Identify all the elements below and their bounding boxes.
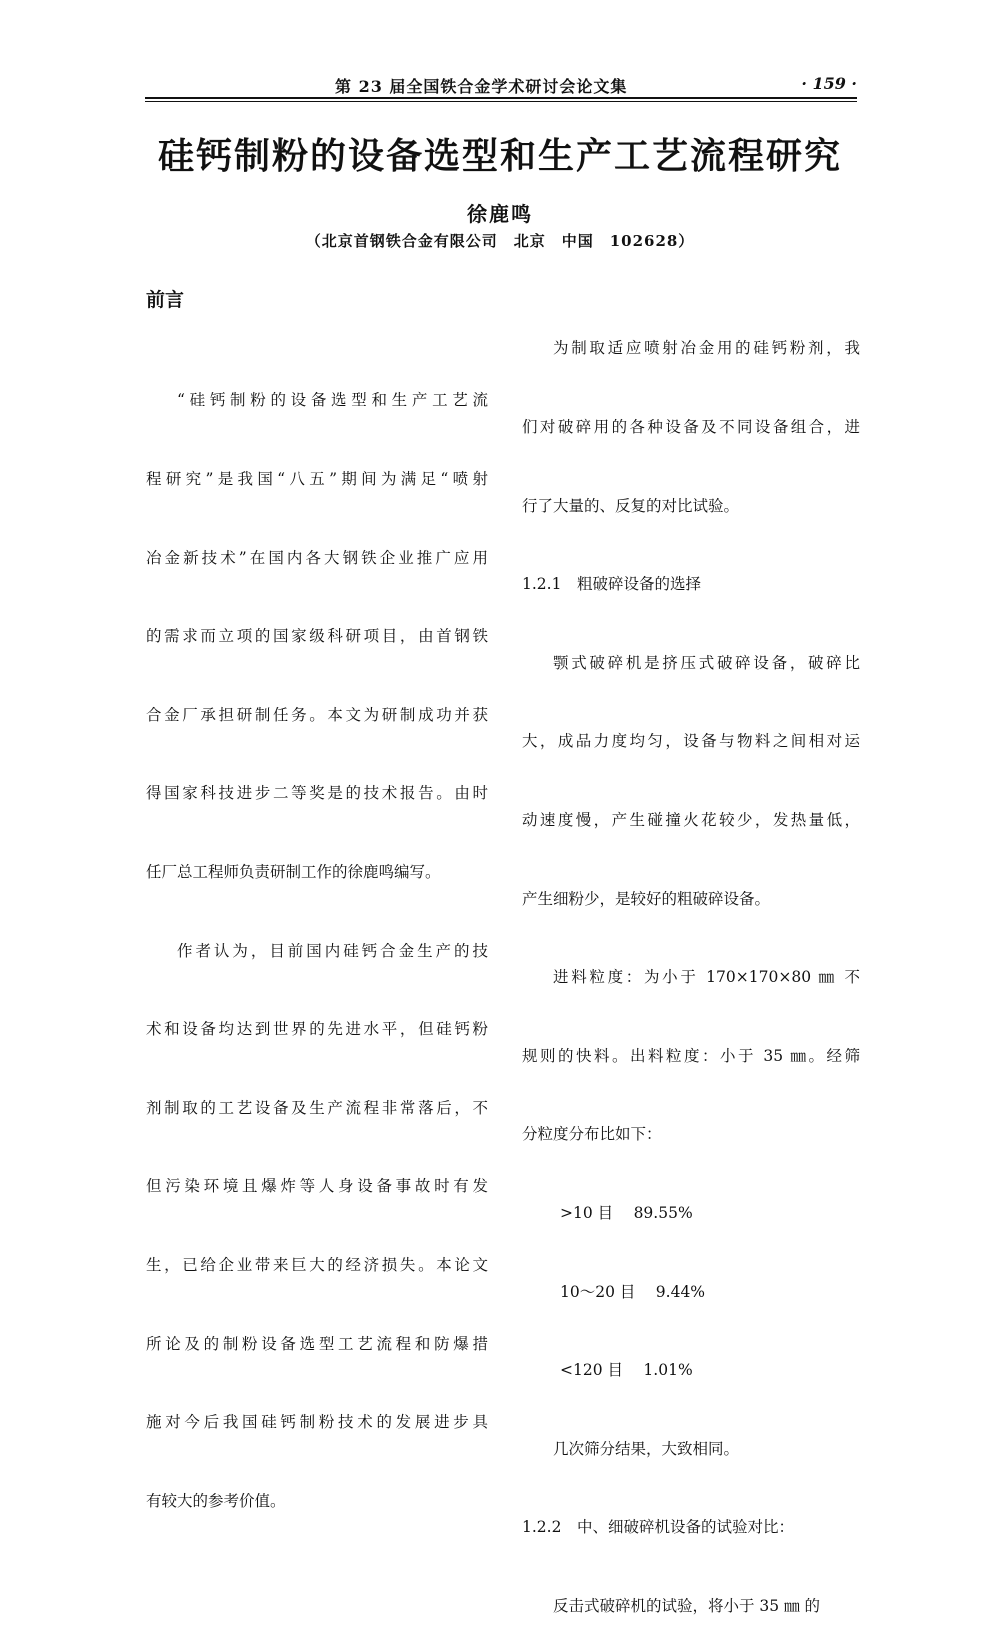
paragraph-line: “硅钙制粉的设备选型和生产工艺流 xyxy=(177,391,488,410)
running-header xyxy=(145,74,857,96)
header-rule-thin xyxy=(145,101,857,102)
paragraph-line: 分粒度分布比如下： xyxy=(522,1125,662,1144)
paragraph-line: 动速度慢，产生碰撞火花较少，发热量低， xyxy=(522,810,860,829)
paragraph-line: 的需求而立项的国家级科研项目，由首钢铁 xyxy=(146,627,488,646)
paragraph-line: 但污染环境且爆炸等人身设备事故时有发 xyxy=(146,1177,488,1196)
paragraph-line: 产生细粉少，是较好的粗破碎设备。 xyxy=(522,889,771,908)
paragraph-line: 颚式破碎机是挤压式破碎设备，破碎比 xyxy=(553,653,860,672)
paragraph-line: 任厂总工程师负责研制工作的徐鹿鸣编写。 xyxy=(146,862,441,881)
header-rule-thick xyxy=(145,97,857,99)
paragraph-line: 反击式破碎机的试验，将小于 35 ㎜ 的 xyxy=(553,1596,821,1615)
paragraph-line: 剂制取的工艺设备及生产流程非常落后，不 xyxy=(146,1098,488,1117)
paragraph-line: 们对破碎用的各种设备及不同设备组合，进 xyxy=(522,418,860,436)
paragraph-line: 术和设备均达到世界的先进水平，但硅钙粉 xyxy=(146,1020,488,1039)
paper-title: 硅钙制粉的设备选型和生产工艺流程研究 xyxy=(157,136,842,177)
paragraph-line: 几次筛分结果，大致相同。 xyxy=(553,1439,740,1458)
journal-title: 第 23 届全国铁合金学术研讨会论文集 xyxy=(335,77,628,96)
paragraph-line: 作者认为，目前国内硅钙合金生产的技 xyxy=(177,941,488,960)
right-column xyxy=(522,283,860,1645)
author-name: 徐鹿鸣 xyxy=(467,202,533,226)
paragraph-line: 合金厂承担研制任务。本文为研制成功并获 xyxy=(146,705,488,724)
subsection-heading: 1.2.1 粗破碎设备的选择 xyxy=(522,575,701,594)
paragraph-line: 生，已给企业带来巨大的经济损失。本论文 xyxy=(146,1255,488,1274)
paragraph-line: 大，成品力度均匀，设备与物料之间相对运 xyxy=(522,732,860,751)
sieve-result-line: <120 目 1.01% xyxy=(560,1361,693,1380)
paragraph-line: 为制取适应喷射冶金用的硅钙粉剂，我 xyxy=(553,339,860,358)
author-affiliation: （北京首钢铁合金有限公司 北京 中国 102628） xyxy=(305,232,695,250)
paragraph-line: 有较大的参考价值。 xyxy=(146,1491,286,1510)
subsection-heading: 1.2.2 中、细破碎机设备的试验对比： xyxy=(522,1518,794,1537)
sieve-result-line: 10～20 目 9.44% xyxy=(560,1282,706,1301)
paragraph-line: 冶金新技术”在国内各大钢铁企业推广应用 xyxy=(146,548,488,567)
paragraph-line: 规则的快料。出料粒度：小于 35 ㎜。经筛 xyxy=(522,1046,860,1065)
paragraph-line: 程研究”是我国“八五”期间为满足“喷射 xyxy=(146,470,488,488)
paragraph-line: 所论及的制粉设备选型工艺流程和防爆措 xyxy=(146,1334,488,1353)
left-column xyxy=(146,335,488,1540)
foreword-heading: 前言 xyxy=(146,289,185,311)
paragraph-line: 行了大量的、反复的对比试验。 xyxy=(522,496,740,515)
page-number: · 159 · xyxy=(801,74,857,93)
paragraph-line: 得国家科技进步二等奖是的技术报告。由时 xyxy=(146,784,488,803)
sieve-result-line: >10 目 89.55% xyxy=(560,1203,693,1222)
paragraph-line: 施对今后我国硅钙制粉技术的发展进步具 xyxy=(146,1413,488,1432)
paragraph-line: 进料粒度：为小于 170×170×80 ㎜ 不 xyxy=(553,968,860,987)
